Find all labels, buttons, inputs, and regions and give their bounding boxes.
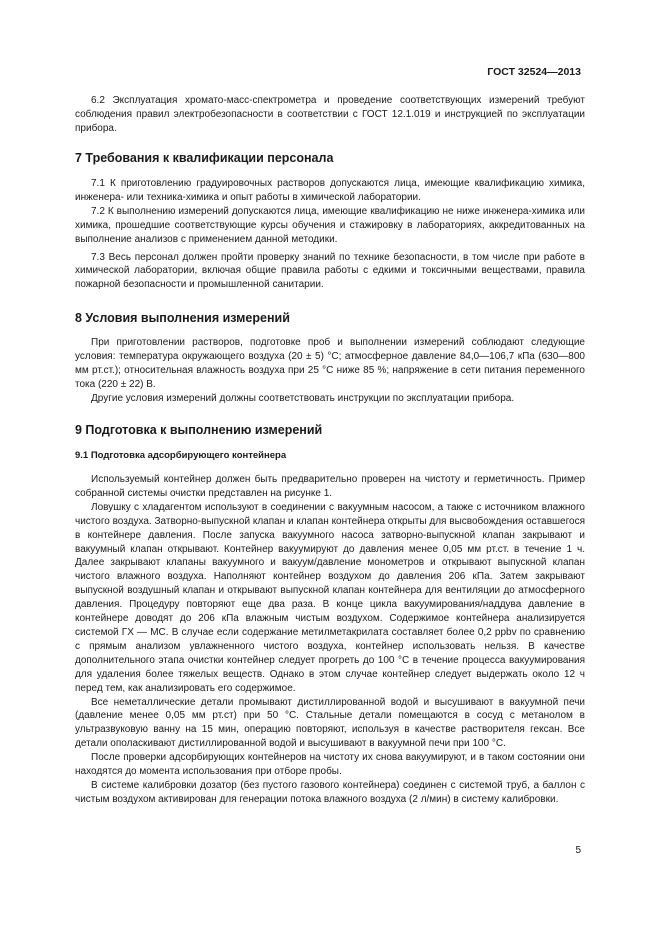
paragraph-9-1-4: После проверки адсорбирующих контейнеров на чистоту их снова вакуумируют, и в таком состоянии они находятся до момента использования при отборе пробы. — [75, 752, 585, 778]
section-7 — [75, 151, 585, 166]
section-7-body — [75, 177, 585, 292]
paragraph-7-1: 7.1 К приготовлению градуировочных растворов допускаются лица, имеющие квалификацию химика, инженера- или техника-химика и опыт работы в химической лаборатории. — [75, 178, 585, 203]
paragraph-8-2: Другие условия измерений должны соответствовать инструкции по эксплуатации прибора. — [91, 392, 515, 404]
section-9-title: 9 Подготовка к выполнению измерений — [75, 423, 323, 437]
page-number: 5 — [575, 845, 581, 856]
section-8-body — [75, 336, 585, 406]
paragraph-8-1: При приготовлении растворов, подготовке проб и выполнении измерений соблюдают следующие условия: температура окружающего воздуха (20 ± 5) °С; атмосферное давление 84,0—106,7 кПа (630—800 мм рт.ст.); относительная влажность воздуха при 25 °С ниже 85 %; напряжение в сети питания переменного тока (220 ± 22) В. — [75, 337, 585, 390]
paragraph-9-1-2: Ловушку с хладагентом используют в соединении с вакуумным насосом, а также с источником влажного чистого воздуха. Затворно-выпускной клапан и клапан контейнера открыты для высвобождения оставшегося в контейнере давления. После запуска вакуумного насоса затворно-выпускной клапан закрывают и вакуумный клапан открывают. Контейнер вакуумируют до давления менее 0,05 мм рт.ст. в течение 1 ч. Далее закрывают клапаны вакуумного и вакуум/давление монометров и открывают выпускной клапан чистого влажного воздуха. Наполняют контейнер воздухом до давления 206 кПа. Затем закрывают выпускной воздушный клапан и открывают выпускной клапан контейнера для вентиляции до атмосферного давления. Процедуру повторяют еще два раза. В конце цикла вакуумирования/наддува давление в контейнере доводят до 206 кПа влажным чистым воздухом. Содержимое контейнера анализируется системой ГХ — МС. В случае если содержание метилметакрилата составляет более 0,2 ppbv по сравнению с прямым анализом увлажненного чистого воздуха, контейнер использовать нельзя. В качестве дополнительного этапа очистки контейнер следует прогреть до 100 °С в течение процесса вакуумирования для удаления более тяжелых веществ. Однако в этом случае контейнер следует выдержать около 12 ч перед тем, как анализировать его содержимое. — [75, 501, 585, 694]
section-8-title: 8 Условия выполнения измерений — [75, 311, 290, 325]
subsection-9-1 — [75, 449, 585, 462]
paragraph-9-1-3: Все неметаллические детали промывают дистиллированной водой и высушивают в вакуумной печи (давление менее 0,05 мм рт.ст) при 50 °С. Стальные детали помещаются в сосуд с метанолом в ультразвуковую ванну на 15 мин, операцию повторяют, используя в качестве растворителя гексан. Все детали ополаскивают дистиллированной водой и высушивают в вакуумной печи при 100 °С. — [75, 696, 585, 750]
standard-number: ГОСТ 32524—2013 — [487, 66, 581, 78]
section-9 — [75, 423, 585, 438]
paragraph-9-1-5: В системе калибровки дозатор (без пустого газового контейнера) соединен с системой труб, а баллон с чистым воздухом активирован для генерации потока влажного воздуха (2 л/мин) в систему калибровки. — [75, 779, 585, 805]
paragraph-7-2: 7.2 К выполнению измерений допускаются лица, имеющие квалификацию не ниже инженера-химика или химика, прошедшие соответствующие курсы обучения и стажировку в лабораториях, аккредитованных на выполнение анализов с применением данной методики. — [75, 205, 585, 245]
paragraph-9-1-1: Используемый контейнер должен быть предварительно проверен на чистоту и герметичность. Пример собранной системы очистки представлен на рисунке 1. — [75, 474, 585, 499]
section-7-title: 7 Требования к квалификации персонала — [75, 151, 334, 165]
section-8 — [75, 311, 585, 326]
paragraph-6-2-block — [75, 94, 585, 136]
subsection-9-1-title: 9.1 Подготовка адсорбирующего контейнера — [75, 450, 287, 461]
paragraph-6-2: 6.2 Эксплуатация хромато-масс-спектрометра и проведение соответствующих измерений требуют соблюдения правил электробезопасности в соответствии с ГОСТ 12.1.019 и инструкцией по эксплуатации прибора. — [75, 95, 585, 134]
paragraph-7-3: 7.3 Весь персонал должен пройти проверку знаний по технике безопасности, в том числе при работе в химической лаборатории, включая общие правила работы с едкими и токсичными веществами, правила пожарной безопасности и промышленной санитарии. — [75, 251, 585, 291]
section-9-body — [75, 473, 585, 807]
